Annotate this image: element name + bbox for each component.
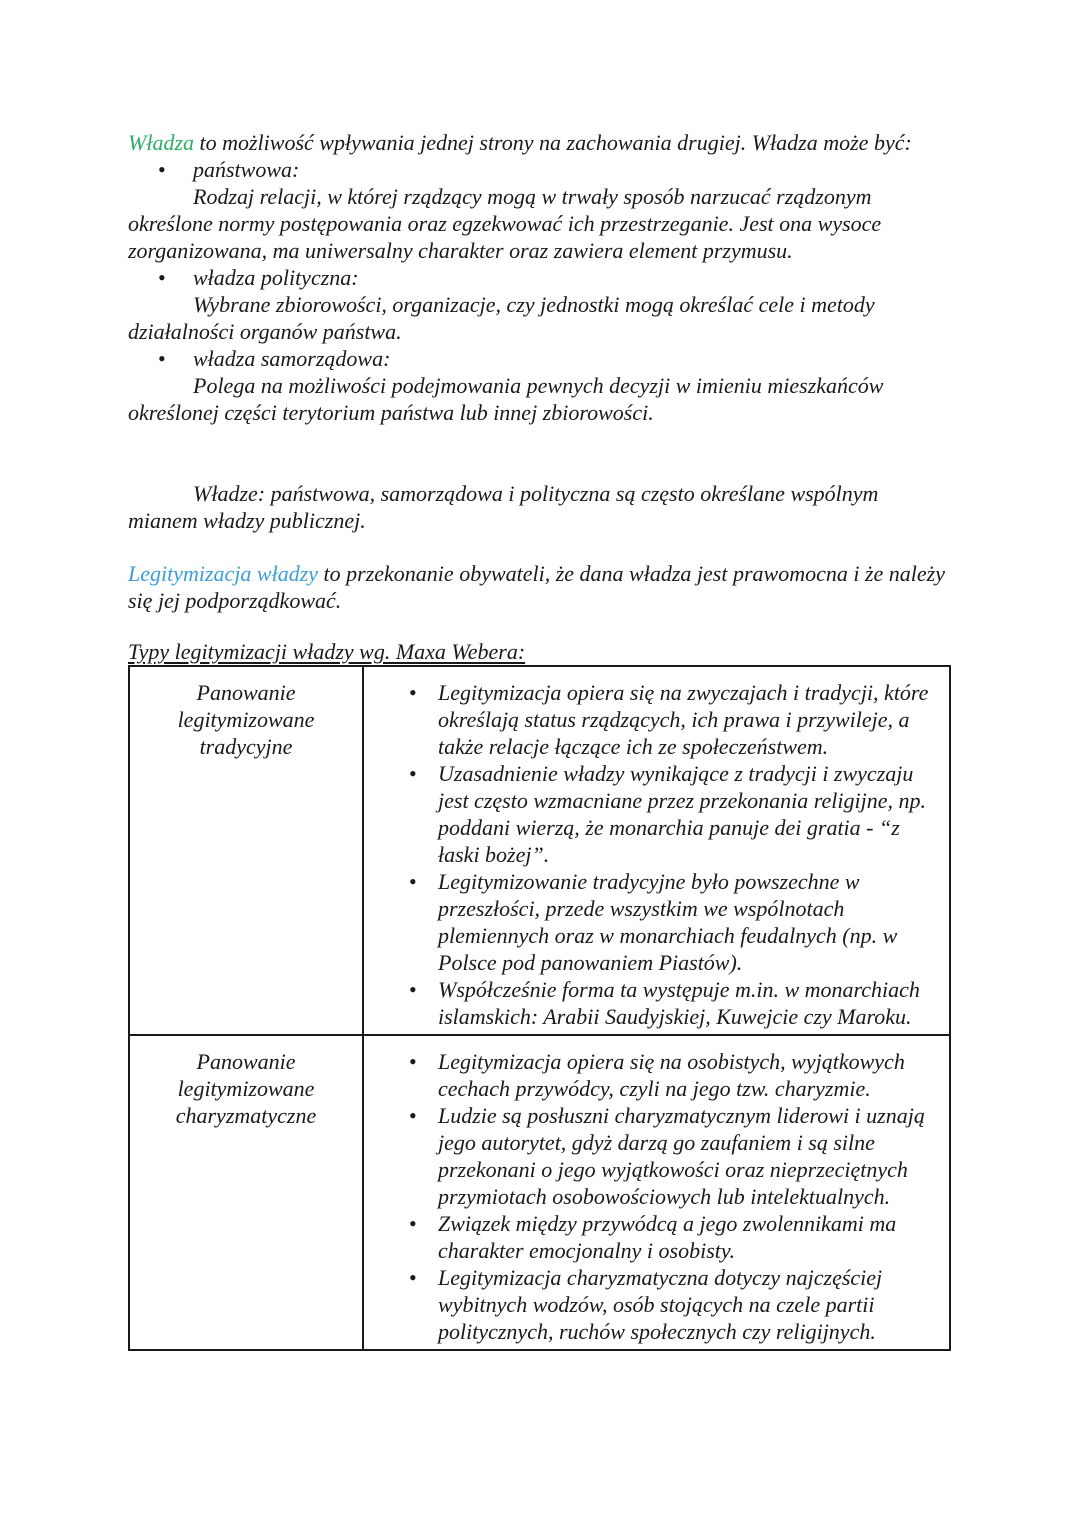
power-kind-description: Wybrane zbiorowości, organizacje, czy jednostki mogą określać cele i metody działalności organów państwa.	[128, 292, 875, 344]
table-caption: Typy legitymizacji władzy wg. Maxa Webera:	[128, 639, 526, 664]
power-kind-item	[128, 264, 953, 291]
description-point: • Współcześnie forma ta występuje m.in. w monarchiach islamskich: Arabii Saudyjskiej, Kuwejcie czy Maroku.	[372, 976, 943, 1030]
description-cell	[363, 666, 950, 1035]
description-list	[372, 1048, 943, 1345]
intro-paragraph	[128, 129, 953, 156]
description-cell	[363, 1035, 950, 1350]
term-wladza: Władza	[128, 130, 194, 155]
power-kind-label: państwowa:	[193, 157, 300, 182]
power-kind-label: władza samorządowa:	[193, 346, 391, 371]
description-point: • Związek między przywódcą a jego zwolennikami ma charakter emocjonalny i osobisty.	[372, 1210, 943, 1264]
legitimization-definition: to przekonanie obywateli, że dana władza jest prawomocna i że należy się jej podporządkować.	[128, 561, 945, 613]
power-kinds-list-2	[128, 264, 953, 291]
table-row	[129, 666, 950, 1035]
power-kind-label: władza polityczna:	[193, 265, 359, 290]
summary-paragraph: Władze: państwowa, samorządowa i polityczna są często określane wspólnym mianem władzy publicznej.	[128, 481, 879, 533]
power-kinds-list	[128, 156, 953, 183]
description-list	[372, 679, 943, 1030]
term-legitymizacja: Legitymizacja władzy	[128, 561, 319, 586]
power-kind-item	[128, 345, 953, 372]
legitimization-paragraph	[128, 560, 953, 614]
intro-section	[128, 129, 953, 426]
weber-legitimization-table	[128, 665, 951, 1351]
description-point: • Legitymizacja charyzmatyczna dotyczy najczęściej wybitnych wodzów, osób stojących na czele partii politycznych, ruchów społecznych czy religijnych.	[372, 1264, 943, 1345]
description-point: • Ludzie są posłuszni charyzmatycznym liderowi i uznają jego autorytet, gdyż darzą go zaufaniem i są silne przekonani o jego wyjątkowości oraz nieprzeciętnych przymiotach osobowościowych lub intelektualnych.	[372, 1102, 943, 1210]
description-point: • Legitymizacja opiera się na osobistych, wyjątkowych cechach przywódcy, czyli na jego tzw. charyzmie.	[372, 1048, 943, 1102]
power-kind-item	[128, 156, 953, 183]
power-kinds-list-3	[128, 345, 953, 372]
description-point: • Legitymizowanie tradycyjne było powszechne w przeszłości, przede wszystkim we wspólnotach plemiennych oraz w monarchiach feudalnych (np. w Polsce pod panowaniem Piastów).	[372, 868, 943, 976]
power-kind-description: Rodzaj relacji, w której rządzący mogą w trwały sposób narzucać rządzonym określone normy postępowania oraz egzekwować ich przestrzeganie. Jest ona wysoce zorganizowana, ma uniwersalny charakter oraz zawiera element przymusu.	[128, 184, 882, 263]
type-cell: Panowanie legitymizowane tradycyjne	[129, 666, 363, 1035]
summary-section	[128, 480, 953, 534]
intro-definition: to możliwość wpływania jednej strony na zachowania drugiej. Władza może być:	[194, 130, 912, 155]
power-kind-description: Polega na możliwości podejmowania pewnych decyzji w imieniu mieszkańców określonej części terytorium państwa lub innej zbiorowości.	[128, 373, 884, 425]
table-row	[129, 1035, 950, 1350]
description-point: • Uzasadnienie władzy wynikające z tradycji i zwyczaju jest często wzmacniane przez przekonania religijne, np. poddani wierzą, że monarchia panuje dei gratia - “z łaski bożej”.	[372, 760, 943, 868]
legitimization-section	[128, 560, 953, 614]
description-point: • Legitymizacja opiera się na zwyczajach i tradycji, które określają status rządzących, ich prawa i przywileje, a także relacje łączące ich ze społeczeństwem.	[372, 679, 943, 760]
table-caption-wrap	[128, 638, 953, 665]
type-cell: Panowanie legitymizowane charyzmatyczne	[129, 1035, 363, 1350]
